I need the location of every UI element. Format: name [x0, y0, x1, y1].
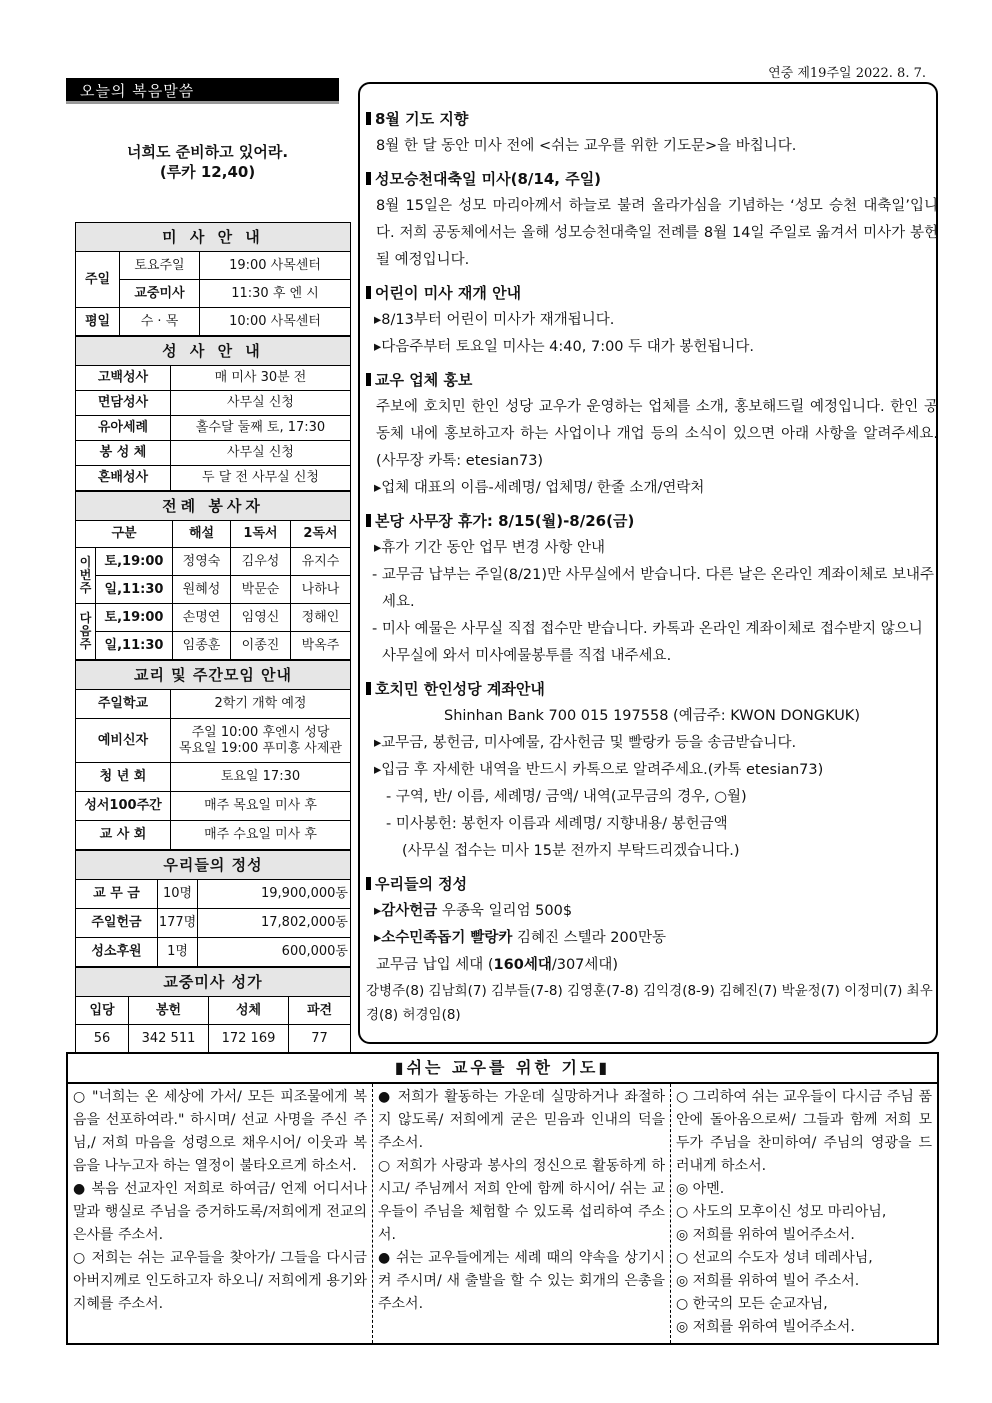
gospel-heading: 오늘의 복음말씀	[66, 78, 339, 104]
notice-heading: 8월 기도 지향	[366, 106, 938, 133]
prayer-verse: ○ 저희는 쉬는 교우들을 찾아가/ 그들을 다시금 아버지께로 인도하고자 하오니/ 저희에게 용기와 지혜를 주소서.	[73, 1250, 367, 1312]
servers-name: 정해인	[291, 604, 351, 632]
prayer-box	[66, 1052, 939, 1345]
servers-section-title: 전례 봉사자	[76, 492, 351, 521]
notice-heading: 어린이 미사 재개 안내	[366, 280, 938, 307]
prayer-verse: ○ 그리하여 쉬는 교우들이 다시금 주님 품 안에 돌아옴으로써/ 그들과 함께 저희 모두가 주님을 찬미하여/ 주님의 영광을 드러내게 하소서.	[676, 1089, 932, 1174]
doctrine-info: 토요일 17:30	[171, 763, 351, 792]
servers-name: 유지수	[291, 548, 351, 576]
prayer-title-text: 쉬는 교우를 위한 기도	[406, 1058, 599, 1077]
notice-heading: 성모승천대축일 미사(8/14, 주일)	[366, 166, 938, 193]
notice-bullet: ▸8/13부터 어린이 미사가 재개됩니다.	[374, 312, 615, 328]
offering-amount: 19,900,000동	[198, 880, 351, 909]
prayer-verse: ● 저희가 활동하는 가운데 실망하거나 좌절하지 않도록/ 저희에게 굳은 믿음과 인내의 덕을 주소서.	[378, 1089, 665, 1151]
notice-heading: 호치민 한인성당 계좌안내	[366, 676, 938, 703]
servers-name: 임영신	[231, 604, 291, 632]
prayer-columns	[68, 1084, 937, 1343]
donation-detail: 우종욱 일리엄 500$	[437, 903, 573, 919]
offering-count: 1명	[158, 938, 198, 967]
schedule-tables	[75, 222, 351, 1053]
notice-heading: 우리들의 정성	[366, 871, 938, 898]
servers-name: 박옥주	[291, 632, 351, 660]
notice-bullet-text: 교무금, 봉헌금, 미사예물, 감사헌금 및 빨랑카 등을 송금받습니다.	[381, 735, 797, 751]
servers-time: 토,19:00	[96, 604, 173, 632]
servers-name: 박문순	[231, 576, 291, 604]
mass-weekday-days: 수 · 목	[120, 308, 200, 336]
mass-table	[75, 222, 351, 336]
servers-next-week-label: 다음주	[76, 604, 96, 660]
mass-section-title: 미 사 안 내	[76, 223, 351, 252]
doctrine-name: 교 사 회	[76, 821, 171, 850]
offering-name: 성소후원	[76, 938, 158, 967]
notice-bullet-text: 휴가 기간 동안 업무 변경 사항 안내	[381, 540, 606, 556]
hymns-section-title: 교중미사 성가	[76, 968, 351, 997]
mass-sunday-label: 주일	[76, 252, 120, 308]
tithe-count: 160세대	[493, 957, 552, 973]
notice-dash-item: - 구역, 반/ 이름, 세례명/ 금액/ 내역(교무금의 경우, ○월)	[386, 789, 747, 805]
doctrine-table	[75, 660, 351, 850]
doctrine-name: 성서100주간	[76, 792, 171, 821]
sacrament-name: 봉 성 체	[76, 441, 171, 466]
mass-weekday-label: 평일	[76, 308, 120, 336]
hymn-recessional-label: 파견	[289, 997, 351, 1025]
hymn-entrance-label: 입당	[76, 997, 129, 1025]
notice-note: (사무실 접수는 미사 15분 전까지 부탁드리겠습니다.)	[402, 843, 740, 859]
notice-bullet: ▸다음주부터 토요일 미사는 4:40, 7:00 두 대가 봉헌됩니다.	[374, 339, 755, 355]
mass-saturday-label: 토요주일	[120, 252, 200, 280]
catechumen-line: 주일 10:00 후엔시 성당	[191, 724, 330, 740]
tithe-households	[366, 952, 938, 979]
servers-table	[75, 491, 351, 660]
notice-bullet: ▸감사헌금 우종욱 일리엄 500$	[374, 903, 573, 919]
prayer-title: ▮쉬는 교우를 위한 기도▮	[68, 1054, 937, 1084]
servers-name: 김우성	[231, 548, 291, 576]
notice-bullet-text: 업체 대표의 이름-세례명/ 업체명/ 한줄 소개/연락처	[381, 480, 705, 496]
notice-dash-item: - 교무금 납부는 주일(8/21)만 사무실에서 받습니다. 다른 날은 온라인 계좌이체로 보내주세요.	[372, 567, 935, 610]
prayer-column	[373, 1084, 671, 1343]
hymn-offertory-number: 342 511	[129, 1025, 209, 1053]
servers-col-reading1: 1독서	[231, 521, 291, 548]
notice-heading: 본당 사무장 휴가: 8/15(월)-8/26(금)	[366, 508, 938, 535]
prayer-verse: ○ "너희는 온 세상에 가서/ 모든 피조물에게 복음을 선포하여라." 하시며/ 선교 사명을 주신 주님,/ 저희 마음을 성령으로 채우시어/ 이웃과 복음을 나누고자 하는 열정이 불타오르게 하소서.	[73, 1089, 367, 1174]
prayer-verse: ○ 한국의 모든 순교자님,	[676, 1296, 828, 1312]
hymns-table	[75, 967, 351, 1053]
tithe-names: 강병주(8) 김남희(7) 김부들(7-8) 김영훈(7-8) 김익경(8-9) 김혜진(7) 박윤정(7) 이정미(7) 최우경(8) 허경임(8)	[366, 983, 933, 1023]
prayer-verse: ○ 사도의 모후이신 성모 마리아님,	[676, 1204, 887, 1220]
servers-name: 임종훈	[173, 632, 231, 660]
doctrine-info: 매주 목요일 미사 후	[171, 792, 351, 821]
tithe-text: 교무금 납입 세대 (	[376, 957, 494, 973]
catechumen-line: 목요일 19:00 푸미흥 사제관	[179, 740, 342, 756]
servers-col-category: 구분	[76, 521, 173, 548]
mass-saturday-time: 19:00 사목센터	[200, 252, 351, 280]
sacrament-info: 사무실 신청	[171, 391, 351, 416]
notice-bullet-text: 다음주부터 토요일 미사는 4:40, 7:00 두 대가 봉헌됩니다.	[381, 339, 755, 355]
offering-amount: 17,802,000동	[198, 909, 351, 938]
offering-table	[75, 850, 351, 967]
mass-kyojung-label: 교중미사	[120, 280, 200, 308]
offering-name: 주일헌금	[76, 909, 158, 938]
doctrine-name: 청 년 회	[76, 763, 171, 792]
sacrament-name: 고백성사	[76, 366, 171, 391]
prayer-verse: ● 복음 선교자인 저희로 하여금/ 언제 어디서나 말과 행실로 주님을 증거하도록/저희에게 전교의 은사를 주소서.	[73, 1181, 367, 1243]
notice-text: 8월 15일은 성모 마리아께서 하늘로 불려 올라가심을 기념하는 ‘성모 승천 대축일’입니다. 저희 공동체에서는 올해 성모승천대축일 전례를 8월 14일 주일로 옮겨서 미사가 봉헌될 예정입니다.	[376, 198, 938, 268]
servers-name: 이종진	[231, 632, 291, 660]
donation-type: 감사헌금	[381, 903, 438, 919]
prayer-verse: ◎ 저희를 위하여 빌어주소서.	[676, 1227, 855, 1243]
sacrament-info: 홀수달 둘째 토, 17:30	[171, 416, 351, 441]
prayer-column	[68, 1084, 373, 1343]
servers-time: 일,11:30	[96, 576, 173, 604]
servers-name: 원혜성	[173, 576, 231, 604]
gospel-verse-text: 너희도 준비하고 있어라.	[126, 143, 289, 161]
notice-bullet-text: 입금 후 자세한 내역을 반드시 카톡으로 알려주세요.(카톡 etesian73)	[381, 762, 824, 778]
servers-name: 정영숙	[173, 548, 231, 576]
offering-count: 177명	[158, 909, 198, 938]
doctrine-info: 매주 수요일 미사 후	[171, 821, 351, 850]
doctrine-name: 예비신자	[76, 719, 171, 763]
sacrament-info: 두 달 전 사무실 신청	[171, 466, 351, 491]
servers-time: 토,19:00	[96, 548, 173, 576]
gospel-verse	[70, 142, 345, 182]
sacrament-table	[75, 336, 351, 491]
notice-bullet-text: 8/13부터 어린이 미사가 재개됩니다.	[381, 312, 615, 328]
gospel-verse-ref: (루카 12,40)	[159, 163, 256, 181]
sacrament-info: 사무실 신청	[171, 441, 351, 466]
bank-account: Shinhan Bank 700 015 197558 (예금주: KWON DONGKUK)	[444, 708, 860, 724]
prayer-verse: ◎ 저희를 위하여 빌어 주소서.	[676, 1273, 860, 1289]
servers-name: 손명연	[173, 604, 231, 632]
notice-heading: 교우 업체 홍보	[366, 367, 938, 394]
notices	[366, 100, 938, 1027]
issue-date: 연중 제19주일 2022. 8. 7.	[768, 66, 926, 81]
sacrament-name: 면담성사	[76, 391, 171, 416]
doctrine-section-title: 교리 및 주간모임 안내	[76, 661, 351, 690]
hymn-communion-label: 성체	[209, 997, 289, 1025]
notice-bullet: ▸입금 후 자세한 내역을 반드시 카톡으로 알려주세요.(카톡 etesian73)	[374, 762, 824, 778]
hymn-entrance-number: 56	[76, 1025, 129, 1053]
servers-col-commentator: 해설	[173, 521, 231, 548]
prayer-verse: ○ 저희가 사랑과 봉사의 정신으로 활동하게 하시고/ 주님께서 저희 안에 함께 하시어/ 쉬는 교우들이 주님을 체험할 수 있도록 섭리하여 주소서.	[378, 1158, 665, 1243]
doctrine-info	[171, 719, 351, 763]
prayer-verse: ● 쉬는 교우들에게는 세례 때의 약속을 상기시켜 주시며/ 새 출발을 할 수 있는 회개의 은총을 주소서.	[378, 1250, 665, 1312]
hymn-communion-number: 172 169	[209, 1025, 289, 1053]
notice-bullet: ▸소수민족돕기 빨랑카 김혜진 스텔라 200만동	[374, 930, 666, 946]
notice-bullet: ▸업체 대표의 이름-세례명/ 업체명/ 한줄 소개/연락처	[374, 480, 705, 496]
notice-dash-item: - 미사 예물은 사무실 직접 접수만 받습니다. 카톡과 온라인 계좌이체로 접수받지 않으니 사무실에 와서 미사예물봉투를 직접 내주세요.	[372, 621, 923, 664]
prayer-verse: ○ 선교의 수도자 성녀 데레사님,	[676, 1250, 873, 1266]
notice-text: 주보에 호치민 한인 성당 교우가 운영하는 업체를 소개, 홍보해드릴 예정입니다. 한인 공동체 내에 홍보하고자 하는 사업이나 개업 등의 소식이 있으면 아래 사항을 알려주세요.(사무장 카톡: etesian73)	[376, 399, 938, 469]
mass-weekday-time: 10:00 사목센터	[200, 308, 351, 336]
servers-col-reading2: 2독서	[291, 521, 351, 548]
offering-amount: 600,000동	[198, 938, 351, 967]
doctrine-info: 2학기 개학 예정	[171, 690, 351, 719]
prayer-verse: ◎ 저희를 위하여 빌어주소서.	[676, 1319, 855, 1335]
offering-name: 교 무 금	[76, 880, 158, 909]
notice-text: 8월 한 달 동안 미사 전에 <쉬는 교우를 위한 기도문>을 바칩니다.	[376, 138, 797, 154]
hymn-offertory-label: 봉헌	[129, 997, 209, 1025]
tithe-text: /307세대)	[551, 957, 619, 973]
sacrament-name: 유아세례	[76, 416, 171, 441]
notice-bullet: ▸교무금, 봉헌금, 미사예물, 감사헌금 및 빨랑카 등을 송금받습니다.	[374, 735, 797, 751]
prayer-column	[671, 1084, 937, 1343]
notice-bullet: ▸휴가 기간 동안 업무 변경 사항 안내	[374, 540, 606, 556]
sacrament-info: 매 미사 30분 전	[171, 366, 351, 391]
donation-detail: 김혜진 스텔라 200만동	[512, 930, 666, 946]
hymn-recessional-number: 77	[289, 1025, 351, 1053]
doctrine-name: 주일학교	[76, 690, 171, 719]
servers-time: 일,11:30	[96, 632, 173, 660]
donation-type: 소수민족돕기 빨랑카	[381, 930, 513, 946]
notice-dash-item: - 미사봉헌: 봉헌자 이름과 세례명/ 지향내용/ 봉헌금액	[386, 816, 728, 832]
offering-section-title: 우리들의 정성	[76, 851, 351, 880]
servers-this-week-label: 이번주	[76, 548, 96, 604]
offering-count: 10명	[158, 880, 198, 909]
mass-kyojung-time: 11:30 후 엔 시	[200, 280, 351, 308]
sacrament-section-title: 성 사 안 내	[76, 337, 351, 366]
prayer-verse: ◎ 아멘.	[676, 1181, 725, 1197]
servers-name: 나하나	[291, 576, 351, 604]
sacrament-name: 혼배성사	[76, 466, 171, 491]
